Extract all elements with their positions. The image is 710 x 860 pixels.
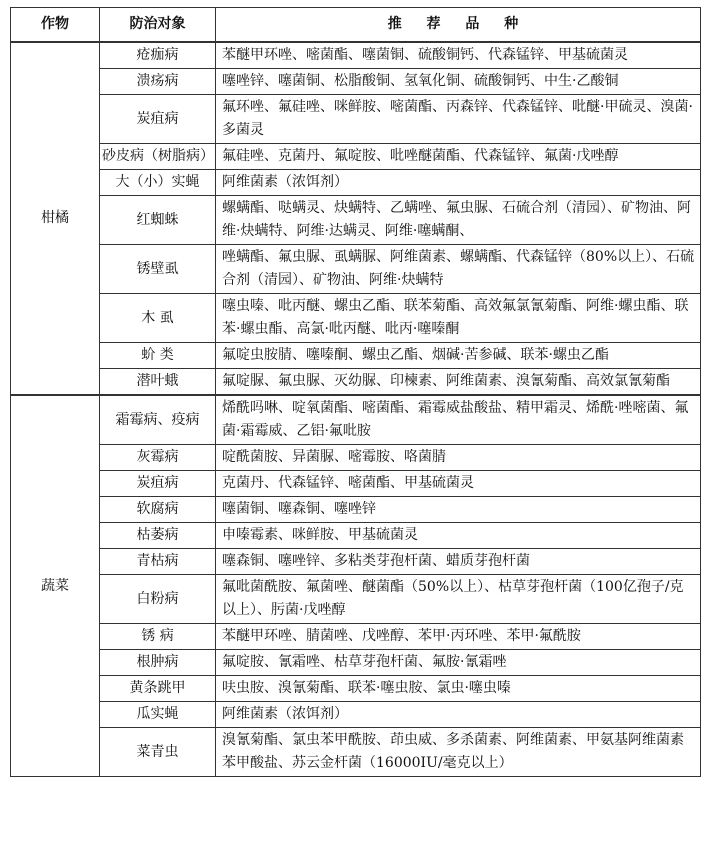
products-cell: 苯醚甲环唑、嘧菌酯、噻菌铜、硫酸铜钙、代森锰锌、甲基硫菌灵 [216,42,701,69]
target-cell: 青枯病 [100,549,216,575]
target-cell: 疮痂病 [100,42,216,69]
table-row [11,523,701,549]
target-cell: 白粉病 [100,575,216,624]
table-row [11,69,701,95]
pesticide-recommendation-document [10,7,700,777]
table-row [11,676,701,702]
header-target: 防治对象 [100,8,216,43]
table-row [11,196,701,245]
products-cell: 螺螨酯、哒螨灵、炔螨特、乙螨唑、氟虫脲、石硫合剂（清园）、矿物油、阿维·炔螨特、阿维·达螨灵、阿维·噻螨酮、 [216,196,701,245]
target-cell: 溃疡病 [100,69,216,95]
table-row [11,497,701,523]
products-cell: 噻唑锌、噻菌铜、松脂酸铜、氢氧化铜、硫酸铜钙、中生·乙酸铜 [216,69,701,95]
table-row [11,624,701,650]
products-cell: 氟吡菌酰胺、氟菌唑、醚菌酯（50%以上）、枯草芽孢杆菌（100亿孢子/克以上）、肟菌·戊唑醇 [216,575,701,624]
table-row [11,471,701,497]
header-crop: 作物 [11,8,100,43]
target-cell: 枯萎病 [100,523,216,549]
products-cell: 氟环唑、氟硅唑、咪鲜胺、嘧菌酯、丙森锌、代森锰锌、吡醚·甲硫灵、溴菌·多菌灵 [216,95,701,144]
recommendation-table [10,7,701,777]
products-cell: 氟硅唑、克菌丹、氟啶胺、吡唑醚菌酯、代森锰锌、氟菌·戊唑醇 [216,144,701,170]
table-row [11,170,701,196]
target-cell: 锈壁虱 [100,245,216,294]
table-header [11,8,701,43]
target-cell: 锈 病 [100,624,216,650]
table-row [11,549,701,575]
target-cell: 菜青虫 [100,728,216,777]
table-row [11,95,701,144]
target-cell: 红蜘蛛 [100,196,216,245]
products-cell: 烯酰吗啉、啶氧菌酯、嘧菌酯、霜霉威盐酸盐、精甲霜灵、烯酰·唑嘧菌、氟菌·霜霉威、乙铝·氟吡胺 [216,395,701,445]
table-row [11,575,701,624]
table-row [11,42,701,69]
target-cell: 根肿病 [100,650,216,676]
table-body [11,42,701,777]
crop-cell: 柑橘 [11,42,100,395]
crop-cell: 蔬菜 [11,395,100,777]
target-cell: 瓜实蝇 [100,702,216,728]
target-cell: 黄条跳甲 [100,676,216,702]
table-row [11,294,701,343]
products-cell: 溴氰菊酯、氯虫苯甲酰胺、茚虫威、多杀菌素、阿维菌素、甲氨基阿维菌素苯甲酸盐、苏云金杆菌（16000IU/毫克以上） [216,728,701,777]
table-row [11,728,701,777]
products-cell: 阿维菌素（浓饵剂） [216,702,701,728]
products-cell: 氟啶脲、氟虫脲、灭幼脲、印楝素、阿维菌素、溴氰菊酯、高效氯氰菊酯 [216,369,701,396]
products-cell: 啶酰菌胺、异菌脲、嘧霉胺、咯菌腈 [216,445,701,471]
target-cell: 软腐病 [100,497,216,523]
products-cell: 申嗪霉素、咪鲜胺、甲基硫菌灵 [216,523,701,549]
products-cell: 氟啶虫胺腈、噻嗪酮、螺虫乙酯、烟碱·苦参碱、联苯·螺虫乙酯 [216,343,701,369]
table-row [11,395,701,445]
target-cell: 砂皮病（树脂病） [100,144,216,170]
target-cell: 霜霉病、疫病 [100,395,216,445]
products-cell: 苯醚甲环唑、腈菌唑、戊唑醇、苯甲·丙环唑、苯甲·氟酰胺 [216,624,701,650]
table-row [11,343,701,369]
header-row [11,8,701,43]
target-cell: 大（小）实蝇 [100,170,216,196]
products-cell: 唑螨酯、氟虫脲、虱螨脲、阿维菌素、螺螨酯、代森锰锌（80%以上）、石硫合剂（清园）、矿物油、阿维·炔螨特 [216,245,701,294]
products-cell: 噻森铜、噻唑锌、多粘类芽孢杆菌、蜡质芽孢杆菌 [216,549,701,575]
target-cell: 潜叶蛾 [100,369,216,396]
table-row [11,702,701,728]
target-cell: 木 虱 [100,294,216,343]
target-cell: 炭疽病 [100,471,216,497]
table-row [11,445,701,471]
target-cell: 炭疽病 [100,95,216,144]
products-cell: 克菌丹、代森锰锌、嘧菌酯、甲基硫菌灵 [216,471,701,497]
target-cell: 灰霉病 [100,445,216,471]
table-row [11,144,701,170]
products-cell: 阿维菌素（浓饵剂） [216,170,701,196]
table-row [11,650,701,676]
products-cell: 呋虫胺、溴氰菊酯、联苯·噻虫胺、氯虫·噻虫嗪 [216,676,701,702]
target-cell: 蚧 类 [100,343,216,369]
header-varieties: 推 荐 品 种 [216,8,701,43]
products-cell: 氟啶胺、氰霜唑、枯草芽孢杆菌、氟胺·氰霜唑 [216,650,701,676]
products-cell: 噻虫嗪、吡丙醚、螺虫乙酯、联苯菊酯、高效氟氯氰菊酯、阿维·螺虫酯、联苯·螺虫酯、高氯·吡丙醚、吡丙·噻嗪酮 [216,294,701,343]
table-row [11,245,701,294]
products-cell: 噻菌铜、噻森铜、噻唑锌 [216,497,701,523]
table-row [11,369,701,396]
